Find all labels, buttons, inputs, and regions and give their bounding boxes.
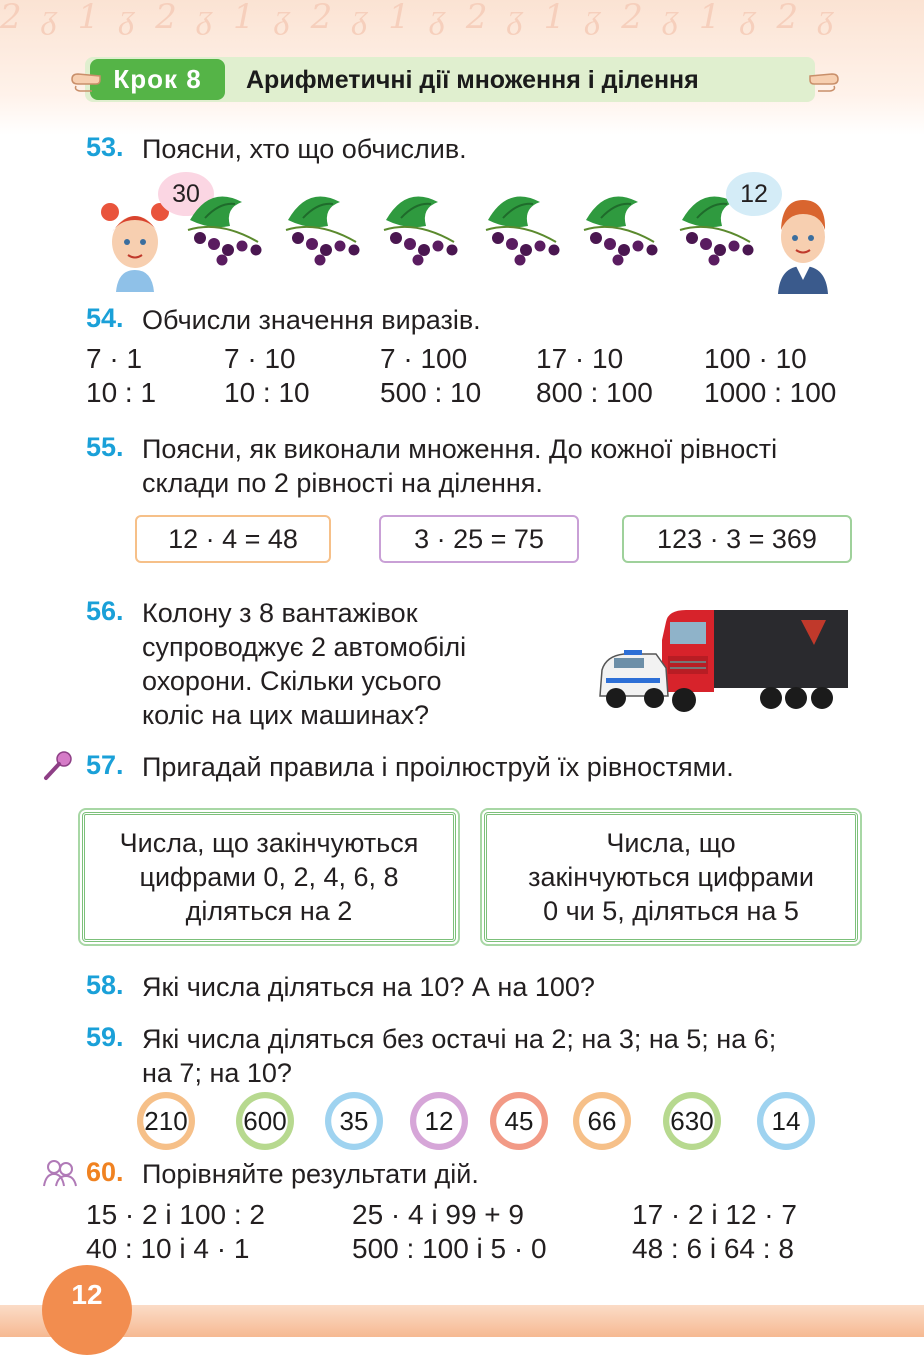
number-circle: 66 [573,1092,631,1150]
comparison-expression: 17 · 2 і 12 · 7 [632,1199,797,1230]
expression: 7 · 1 [86,343,143,374]
comparison-expression: 500 : 100 і 5 · 0 [352,1233,547,1264]
boy-answer-bubble: 12 [726,172,782,216]
task-60-number: 60. [86,1157,124,1187]
equation-box: 3 · 25 = 75 [379,515,579,563]
expression: 7 · 10 [224,343,296,374]
task-59-text-line1: Які числа діляться без остачі на 2; на 3; на 5; на 6; [142,1024,777,1054]
task-55-number: 55. [86,432,124,462]
rule-line: 0 чи 5, діляться на 5 [543,896,799,926]
task-55-text-line2: склади по 2 рівності на ділення. [142,468,543,498]
microphone-icon [42,750,74,782]
expression: 10 : 10 [224,377,310,408]
number-circle: 45 [490,1092,548,1150]
rule-line: Числа, що [606,828,736,858]
task-59-number: 59. [86,1022,124,1052]
task-56-number: 56. [86,596,124,626]
currant-berries-row [180,190,765,272]
expression: 1000 : 100 [704,377,837,408]
number-circle: 600 [236,1092,294,1150]
pair-work-icon [42,1158,78,1188]
task-53-number: 53. [86,132,124,162]
number-circle: 35 [325,1092,383,1150]
page-number: 12 [71,1279,103,1310]
expression: 17 · 10 [536,343,624,374]
truck-and-escort-illustration [596,600,850,718]
girl-answer-bubble: 30 [158,172,214,216]
task-54-number: 54. [86,303,124,333]
rule-box-divisible-by-2 [82,812,456,942]
task-58-number: 58. [86,970,124,1000]
expression: 500 : 10 [380,377,482,408]
rule-line: діляться на 2 [185,896,353,926]
task-55-text-line1: Поясни, як виконали множення. До кожної рівності [142,434,778,464]
number-circle: 210 [137,1092,195,1150]
girl-illustration [100,192,170,292]
decorative-digits: 2ᵹ1ᵹ2ᵹ1ᵹ2ᵹ1ᵹ2ᵹ1ᵹ2ᵹ1ᵹ2ᵹ [0,0,855,37]
expression: 7 · 100 [380,343,468,374]
task-53-text: Поясни, хто що обчислив. [142,134,467,164]
page-title: Арифметичні дії множення і ділення [246,66,699,94]
task-56-text-line: Колону з 8 вантажівок [142,598,418,628]
task-54-text: Обчисли значення виразів. [142,305,481,335]
rule-box-divisible-by-5 [484,812,858,942]
rule-line: Числа, що закінчуються [119,828,419,858]
number-circle: 630 [663,1092,721,1150]
expression: 10 : 1 [86,377,157,408]
comparison-expression: 48 : 6 і 64 : 8 [632,1233,794,1264]
number-circle: 14 [757,1092,815,1150]
comparison-expression: 25 · 4 і 99 + 9 [352,1199,525,1230]
task-59-text-line2: на 7; на 10? [142,1058,292,1088]
task-60-text: Порівняйте результати дій. [142,1159,479,1189]
task-57-text: Пригадай правила і проілюструй їх рівностями. [142,752,734,782]
equation-box: 123 · 3 = 369 [622,515,852,563]
expression: 800 : 100 [536,377,653,408]
rule-line: закінчуються цифрами [528,862,814,892]
task-57-number: 57. [86,750,124,780]
equation-box: 12 · 4 = 48 [135,515,331,563]
number-circle: 12 [410,1092,468,1150]
step-badge: Крок 8 [90,59,225,100]
comparison-expression: 15 · 2 і 100 : 2 [86,1199,266,1230]
comparison-expression: 40 : 10 і 4 · 1 [86,1233,250,1264]
task-56-text-line: коліс на цих машинах? [142,700,430,730]
expression: 100 · 10 [704,343,807,374]
task-56-text-line: охорони. Скільки усього [142,666,442,696]
task-58-text: Які числа діляться на 10? А на 100? [142,972,595,1002]
rule-line: цифрами 0, 2, 4, 6, 8 [139,862,399,892]
hand-right-icon [808,64,840,94]
footer-band [0,1305,924,1337]
boy-illustration [772,192,834,294]
task-56-text-line: супроводжує 2 автомобілі [142,632,467,662]
hand-left-icon [70,64,102,94]
